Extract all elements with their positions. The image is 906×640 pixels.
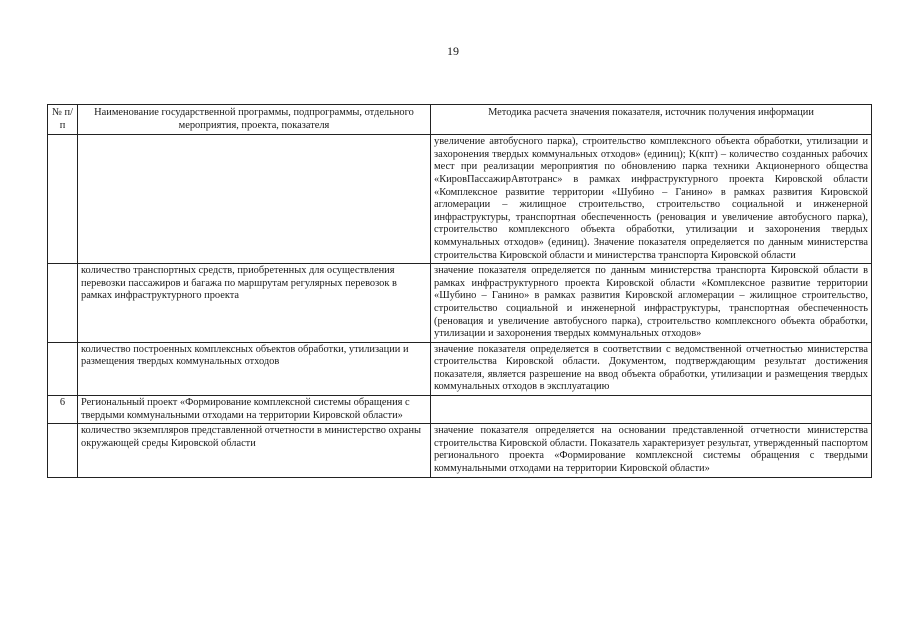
row-method <box>431 396 872 424</box>
row-name: количество экземпляров представленной отчетности в министерство охраны окружающей среды Кировской области <box>78 424 431 477</box>
row-num: 6 <box>48 396 78 424</box>
page-number: 19 <box>447 44 459 58</box>
table-row <box>48 264 872 343</box>
row-method: значение показателя определяется на основании представленной отчетности министерства строительства Кировской области. Показатель характеризует результат, утвержденный паспортом регионального проекта «Формирование комплексной системы обращения с твердыми коммунальными отходами на территории Кировской области» <box>431 424 872 477</box>
row-name: Региональный проект «Формирование комплексной системы обращения с твердыми коммунальными отходами на территории Кировской области» <box>78 396 431 424</box>
row-num <box>48 342 78 395</box>
row-method: увеличение автобусного парка), строительство комплексного объекта обработки, утилизации и захоронения твердых коммунальных отходов» (единиц); К(кпт) – количество созданных рабочих мест при реализации мероприятия по обновлению парка техники Акционерного общества «КировПассажирАвтотранс» в рамках инфраструктурного проекта Кировской области «Комплексное развитие территории «Шубино – Ганино» в рамках развития Кировской агломерации – жилищное строительство, строительство социальной и инженерной инфраструктуры, транспортная обеспеченность (реновация и увеличение автобусного парка), строительство комплексного объекта обработки, утилизации и захоронения твердых коммунальных отходов» (единиц). Значение показателя определяется по данным министерства строительства Кировской области и министерства транспорта Кировской области <box>431 135 872 264</box>
header-num: № п/п <box>48 105 78 135</box>
row-method: значение показателя определяется по данным министерства транспорта Кировской области в рамках инфраструктурного проекта Кировской области «Комплексное развитие территории «Шубино – Ганино» в рамках развития Кировской агломерации – жилищное строительство, строительство социальной и инженерной инфраструктуры, транспортная обеспеченность (реновация и увеличение автобусного парка), строительство комплексного объекта обработки, утилизации и захоронения твердых коммунальных отходов» <box>431 264 872 343</box>
row-name: количество построенных комплексных объектов обработки, утилизации и размещения твердых коммунальных отходов <box>78 342 431 395</box>
row-name <box>78 135 431 264</box>
table-row <box>48 135 872 264</box>
header-name: Наименование государственной программы, подпрограммы, отдельного мероприятия, проекта, показателя <box>78 105 431 135</box>
header-method: Методика расчета значения показателя, источник получения информации <box>431 105 872 135</box>
table-header-row <box>48 105 872 135</box>
table-row <box>48 342 872 395</box>
methodology-table <box>47 104 872 478</box>
row-method: значение показателя определяется в соответствии с ведомственной отчетностью министерства строительства Кировской области. Документом, подтверждающим результат достижения показателя, является разрешение на ввод объекта обработки, утилизации и размещения твердых коммунальных отходов в эксплуатацию <box>431 342 872 395</box>
table-row <box>48 396 872 424</box>
row-name: количество транспортных средств, приобретенных для осуществления перевозки пассажиров и багажа по маршрутам регулярных перевозок в рамках инфраструктурного проекта <box>78 264 431 343</box>
row-num <box>48 424 78 477</box>
table-row <box>48 424 872 477</box>
row-num <box>48 135 78 264</box>
row-num <box>48 264 78 343</box>
